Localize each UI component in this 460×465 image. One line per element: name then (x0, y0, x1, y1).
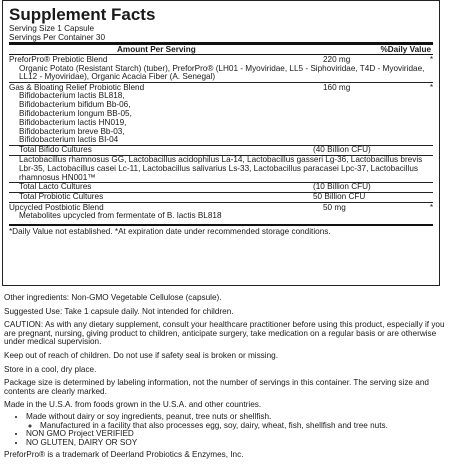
header-daily-value: %Daily Value (380, 45, 431, 55)
postbiotic-detail: Metabolites upcycled from fermentate of B. lactis BL818 (19, 211, 222, 221)
footnote: *Daily Value not established. *At expiration date under recommended storage conditions. (9, 226, 331, 236)
lacto-total-name: Total Lacto Cultures (19, 182, 92, 192)
lacto-total-amount: (10 Billion CFU) (313, 182, 371, 192)
bifido-list (9, 92, 433, 145)
preforpro-name: PreforPro® Prebiotic Blend (9, 55, 108, 65)
supplement-facts-panel (2, 0, 440, 286)
preforpro-dv: * (429, 55, 433, 65)
caution: CAUTION: As with any dietary supplement, consult your healthcare practitioner before using this product, especially if you are pregnant, nursing, giving product to children, anticipate surgery, take medication on a regular basis or are otherwise under medical supervision. (4, 320, 445, 347)
list-item (26, 413, 452, 430)
lacto-detail: Lactobacillus rhamnosus GG, Lactobacillus acidophilus La-14, Lactobacillus gasseri Lg-36, Lactobacillus brevis Lbr-35, Lactobacillus casei Lc-11, Lactobacillus salivarius Ls-33, Lactobacillus paracasei Lpc-37, Lactobacillus rhamnosus HN001™ (19, 154, 423, 182)
bifido-total-name: Total Bifido Cultures (19, 145, 92, 155)
list-item: Bifidobacterium bifidum Bb-06, (19, 100, 131, 110)
list-item: Bifidobacterium lactis HN019, (19, 117, 127, 127)
postbiotic-name: Upcycled Postbiotic Blend (9, 202, 104, 212)
serving-size: Serving Size 1 Capsule (9, 24, 95, 33)
other-ingredients: Other ingredients: Non-GMO Vegetable Cellulose (capsule). (4, 293, 222, 302)
bifido-total-amount: (40 Billion CFU) (313, 145, 371, 155)
keep-out: Keep out of reach of children. Do not use if safety seal is broken or missing. (4, 350, 278, 360)
gas-blend-amount: 160 mg (323, 83, 351, 93)
storage: Store in a cool, dry place. (4, 364, 97, 374)
preforpro-detail: Organic Potato (Resistant Starch) (tuber), PreforPro® (LH01 - Myoviridae, LL5 - Siphoviridae, T4D - Myoviridae, LL12 - Myoviridae), Organic Acacia Fiber (A. Senegal) (19, 63, 425, 82)
probiotic-total-row (9, 193, 433, 202)
label-text (4, 294, 452, 465)
probiotic-total-name: Total Probiotic Cultures (19, 192, 104, 202)
postbiotic-amount: 50 mg (323, 202, 346, 212)
column-header (9, 42, 433, 55)
claim-text: Made without dairy or soy ingredients, peanut, tree nuts or shellfish. (26, 411, 272, 421)
lacto-total-row (9, 183, 433, 192)
list-item: • NON GMO Project VERIFIED (26, 430, 452, 439)
probiotic-total-amount: 50 Billion CFU (313, 192, 366, 202)
trademark: PreforPro® is a trademark of Deerland Probiotics & Enzymes, Inc. (4, 450, 244, 460)
bifido-total-row (9, 146, 433, 155)
package-note: Package size is determined by labeling information, not the number of servings in this container. The serving size and contents are clearly marked. (4, 378, 429, 396)
list-item: Bifidobacterium lactis BL818, (19, 91, 125, 101)
list-item: • NO GLUTEN, DAIRY OR SOY (26, 439, 452, 448)
gas-blend-dv: * (429, 83, 433, 93)
preforpro-amount: 220 mg (323, 55, 351, 65)
list-item: ◦ Manufactured in a facility that also processes egg, soy, dairy, wheat, fish, shellfish and tree nuts. (40, 422, 452, 431)
servings-per-container: Servings Per Container 30 (9, 33, 106, 43)
list-item: Bifidobacterium lactis BI-04 (19, 135, 119, 145)
suggested-use: Suggested Use: Take 1 capsule daily. Not intended for children. (4, 306, 234, 316)
claims-list (4, 413, 452, 447)
list-item: Bifidobacterium longum BB-05, (19, 109, 132, 118)
postbiotic-dv: * (429, 202, 433, 212)
gas-blend-name: Gas & Bloating Relief Probiotic Blend (9, 83, 145, 93)
panel-title: Supplement Facts (9, 5, 156, 24)
made-in: Made in the U.S.A. from foods grown in the U.S.A. and other countries. (4, 400, 262, 410)
header-amount: Amount Per Serving (117, 45, 196, 55)
list-item: Bifidobacterium breve Bb-03, (19, 126, 125, 136)
